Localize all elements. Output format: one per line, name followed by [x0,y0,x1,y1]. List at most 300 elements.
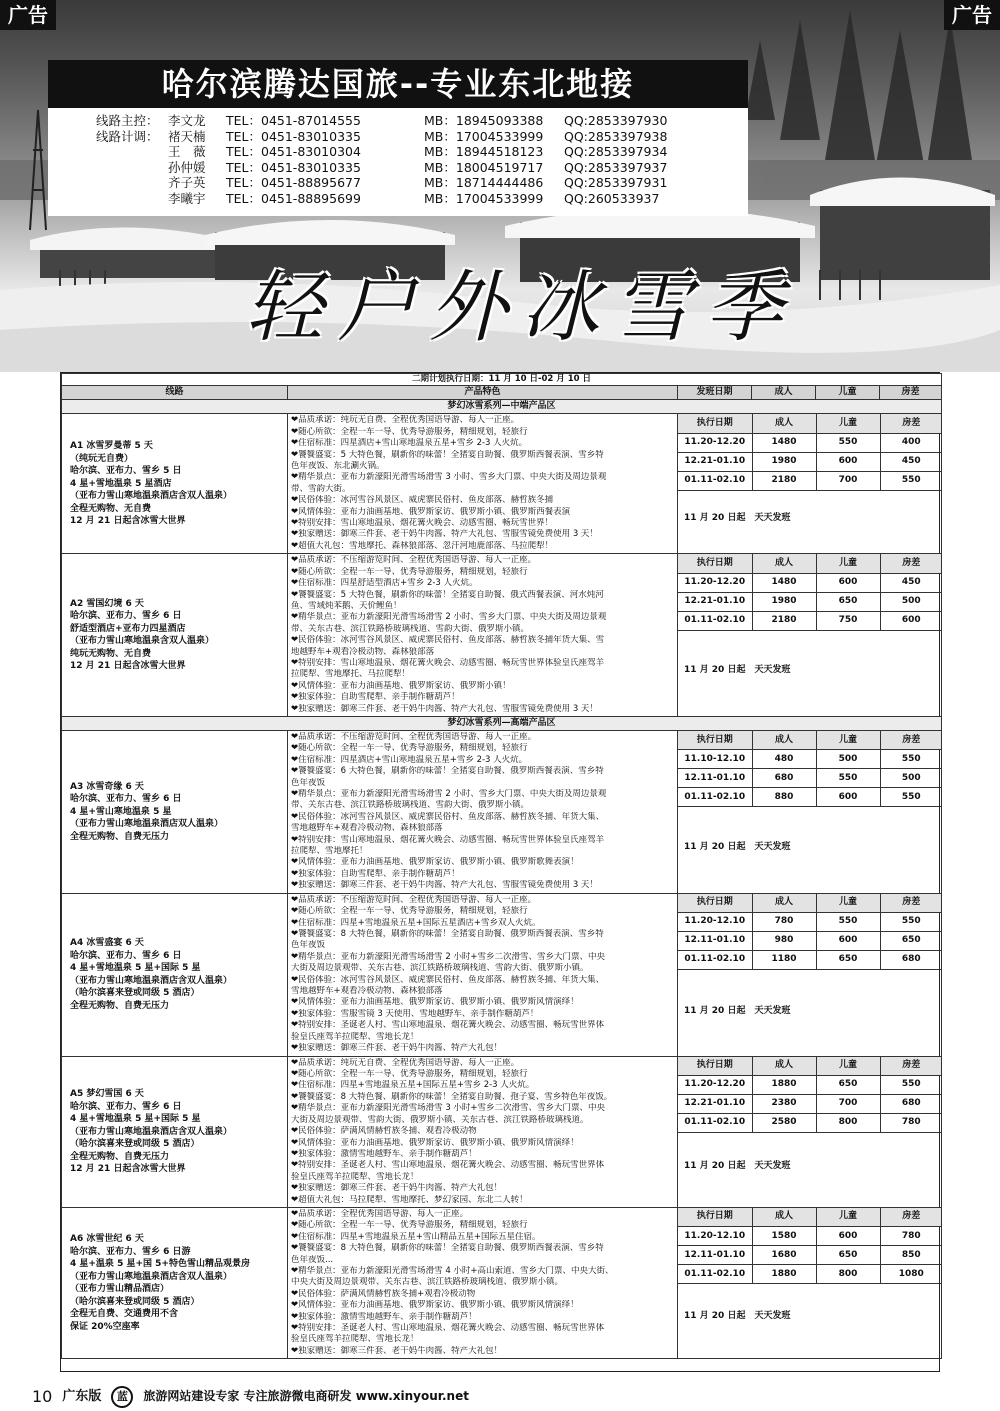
feature-line: ❤住宿标准：四星+雪地温泉五星+雪山精品五星+国际五星住宿。 [291,1231,541,1242]
feature-line: ❤饕餮盛宴：5 大特色餐，刷新你的味蕾！全猪宴自助餐、俄罗斯西餐表演、雪乡特 [291,449,604,460]
price-table [678,1208,942,1349]
price-child: 550 [816,433,880,452]
price-date: 12.11-01.10 [678,932,752,951]
price-table [678,554,942,710]
route-line: 纯玩无购物、无自费 [70,648,152,659]
feature-line: ❤饕餮盛宴：8 大特色餐、刷新你的味蕾！全猪宴自助餐、孢子宴、雪乡特色年夜饭。 [291,1091,613,1102]
price-header-room: 房差 [880,414,942,433]
slogan: 轻户外冰雪季 [245,263,798,353]
feature-line: ❤随心所欲：全程一车一导、优秀导游服务，精细规划，轻旅行 [291,426,528,437]
route-line: 4 星+雪地温泉 5 星+国际 5 星 [70,963,201,974]
price-header-adult: 成人 [752,1057,816,1076]
contact-row [96,144,748,160]
feature-line: 拉爬犁、雪地摩托！ [291,846,368,857]
route-line: （亚布力雪山寒地温泉酒店含双人温泉） [70,975,233,986]
feature-line: ❤品质承诺：不压缩游览时间、全程优秀国语导游、每人一正座。 [291,731,537,742]
contact-tel: TEL：0451-83010335 [226,159,361,175]
contact-qq: QQ:2853397934 [564,144,668,159]
ad-tag-left: 广告 [0,0,56,30]
price-header-date: 执行日期 [678,1057,752,1076]
price-date: 12.21-01.10 [678,592,752,611]
price-header-adult: 成人 [752,414,816,433]
column-header-date: 发班日期 [678,386,752,400]
feature-line: ❤特别安排：雪山寒地温泉、烟花篝火晚会、动感雪圈、畅玩雪世界体验皇氏座驾羊 [291,834,605,845]
contact-mb: MB：18714444486 [424,175,544,190]
price-header-child: 儿童 [816,1208,880,1227]
price-adult: 1480 [752,433,816,452]
features-cell [288,1056,678,1207]
feature-line: ❤风情体验：亚布力油画基地、俄罗斯家访、俄罗斯小镇、俄罗斯西餐表演 [291,506,571,517]
price-room: 780 [880,1114,942,1133]
price-header-child: 儿童 [816,894,880,913]
contact-mb: MB：18945093388 [424,113,544,128]
feature-line: ❤住宿标准：四星舒适型酒店+雪乡 2-3 人火炕。 [291,578,478,589]
feature-line: ❤品质承诺：纯玩无自费、全程优秀国语导游、每人一正座。 [291,415,520,426]
route-line: （哈尔滨喜来登或同级 5 酒店） [70,988,200,999]
route-line: （亚布力雪山精品酒店） [70,1284,170,1295]
route-line: （哈尔滨喜来登或同级 5 酒店） [70,1296,200,1307]
feature-line: ❤精华景点：亚布力新濠阳光滑雪场滑雪 4 小时+高山索道、雪乡大门票、中央大街、 [291,1265,614,1276]
price-header-adult: 成人 [752,554,816,573]
product-row [62,893,942,1056]
feature-line: 验皇氏座驾羊拉爬犁、雪地长龙！ [291,1171,419,1182]
feature-line: ❤民俗体验：萨满风情赫哲族冬捕+观看冷极动物 [291,1288,476,1299]
contact-role: 线路主控： [96,113,159,128]
feature-line: ❤住宿标准：四星+雪地温泉五星+国际五星+雪乡 2-3 人火炕。 [291,1080,535,1091]
contact-mb: MB：17004533999 [424,128,544,144]
contact-tel: TEL：0451-88895699 [226,190,361,206]
contact-role [96,144,168,160]
price-room: 550 [880,788,942,807]
price-date: 01.11-02.10 [678,611,752,630]
route-line: 12 月 21 日起含冰雪大世界 [70,661,186,672]
sponsor-logo: 蓝 [111,1386,133,1408]
feature-line: ❤民俗体验：萨满风情赫哲族冬捕、观看冷极动物 [291,1126,477,1137]
route-line: 4 星+温泉 5 星+国 5+特色雪山精品观景房 [70,1259,250,1270]
price-date: 01.11-02.10 [678,471,752,490]
route-line: （亚布力雪山寒地温泉酒店含双人温泉） [70,491,233,502]
contact-row [96,160,748,176]
route-line: 全程无购物、自费无压力 [70,831,170,842]
contact-qq: QQ:260533937 [564,190,660,206]
feature-line: ❤饕餮盛宴：6 大特色餐，刷新你的味蕾！全猪宴自助餐、俄罗斯西餐表演、雪乡特 [291,766,604,777]
contact-row [96,191,748,207]
feature-line: ❤独家赠送：御寒三件套、老干妈牛肉酱、特产大礼包、雪服雪镜免费使用 3 天！ [291,703,598,714]
price-date: 11.20-12.20 [678,573,752,592]
price-adult: 1980 [752,452,816,471]
departure-note: 11 月 20 日起 天天发班 [684,513,791,524]
contact-name: 孙仲媛 [168,159,206,175]
route-line: （纯玩无自费） [70,453,134,464]
feature-line: 地越野车+观看冷极动物、森林狼部落 [291,646,435,657]
feature-line: 验皇氏座驾羊拉爬犁、雪地长龙！ [291,1334,419,1345]
plan-period: 二期计划执行日期：11 月 10 日-02 月 10 日 [62,374,942,386]
price-adult: 1480 [752,573,816,592]
price-child: 600 [816,573,880,592]
price-adult: 2380 [752,1095,816,1114]
features-cell [288,1207,678,1358]
edition-label: 广东版 [62,1389,102,1404]
price-child: 800 [816,1265,880,1284]
route-line: 全程无购物、无自费 [70,503,152,514]
feature-line: ❤随心所欲：全程一车一导、优秀导游服务，精细规划，轻旅行 [291,743,528,754]
feature-line: 雪地越野车+观看冷极动物、森林狼部落 [291,823,443,834]
route-line: （哈尔滨喜来登或同级 5 酒店） [70,1139,200,1150]
price-header-room: 房差 [880,894,942,913]
route-line: 哈尔滨、亚布力、雪乡 6 日 [70,950,182,961]
feature-line: ❤品质承诺：纯玩无自费、全程优秀国语导游、每人一正座。 [291,1057,520,1068]
feature-line: ❤风情体验：亚布力油画基地、俄罗斯家访、俄罗斯小镇、俄罗斯风情演绎！ [291,997,579,1008]
feature-line: ❤饕餮盛宴：8 大特色餐，刷新你的味蕾！全猪宴自助餐、俄罗斯西餐表演、雪乡特 [291,929,604,940]
feature-line: ❤民俗体验：冰河雪谷风景区、威虎寨民俗村、鱼皮部落、赫哲族冬捕年货大集、雪 [291,635,605,646]
price-room: 550 [880,1076,942,1095]
feature-line: ❤住宿标准：四星酒店+雪山寒地温泉五星+雪乡 2-3 人火炕。 [291,438,528,449]
contact-name: 齐子英 [168,175,206,190]
feature-line: ❤饕餮盛宴：5 大特色餐，刷新你的味蕾！全猪宴自助餐、俄式西餐表演、河水炖河 [291,589,604,600]
departure-note: 11 月 20 日起 天天发班 [684,1005,791,1016]
contact-role [96,191,168,207]
column-header-adult: 成人 [752,386,816,400]
price-cell [678,1207,942,1358]
contact-name: 褚天楠 [168,128,206,144]
price-child: 650 [816,1246,880,1265]
product-row [62,554,942,717]
route-cell [62,730,288,893]
route-line: 哈尔滨、亚布力、雪乡 6 日 [70,611,182,622]
price-child: 550 [816,769,880,788]
column-header-room: 房差 [880,386,942,400]
agency-title: 哈尔滨腾达国旅--专业东北地接 [48,60,748,108]
feature-line: ❤独家体验：雪服雪镜 3 天使用、雪地越野车、亲手制作糖葫芦！ [291,1008,539,1019]
price-child: 650 [816,951,880,970]
price-adult: 1880 [752,1076,816,1095]
feature-line: ❤饕餮盛宴：8 大特色餐，刷新你的味蕾！全猪宴自助餐、俄罗斯西餐表演、雪乡特 [291,1243,604,1254]
feature-line: 带、关东古巷、滨江铁路桥玻璃栈道、雪韵大街、俄罗斯小镇。 [291,623,530,634]
feature-line: ❤民俗体验：冰河雪谷风景区、威虎寨民俗村、鱼皮部落、赫哲族冬捕、年货大集、 [291,811,605,822]
price-table [678,894,942,1053]
route-cell [62,554,288,717]
price-header-child: 儿童 [816,554,880,573]
price-cell [678,414,942,554]
feature-line: ❤精华景点：亚布力新濠阳光滑雪场滑雪 2 小时、雪乡大门票、中央大街及周边景观 [291,789,607,799]
route-cell [62,893,288,1056]
price-date: 12.21-01.10 [678,1095,752,1114]
route-line: 哈尔滨、亚布力、雪乡 6 日 [70,794,182,805]
price-cell [678,554,942,717]
feature-line: ❤风情体验：亚布力油画基地、俄罗斯家访、俄罗斯小镇！ [291,680,511,691]
price-date: 11.20-12.20 [678,433,752,452]
price-room: 550 [880,471,942,490]
route-line: A5 梦幻雪国 6 天 [70,1089,144,1100]
price-table [678,731,942,887]
price-table [678,414,942,547]
price-date: 01.11-02.10 [678,951,752,970]
product-table [60,372,940,1372]
price-child: 750 [816,611,880,630]
feature-line: ❤住宿标准：四星+雪地温泉五星+国际五星酒店+雪乡双人火炕。 [291,917,541,928]
feature-line: ❤精华景点：亚布力新濠阳光滑雪场滑雪 2 小时+雪乡二次滑雪、雪乡大门票、中央 [291,951,606,962]
price-child: 800 [816,1114,880,1133]
column-header-feature: 产品特色 [288,386,678,400]
feature-line: ❤随心所欲：全程一车一导、优秀导游服务，精细规划，轻旅行 [291,906,528,917]
price-child: 500 [816,750,880,769]
contact-qq: QQ:2853397937 [564,159,668,175]
feature-line: ❤品质承诺：不压缩游览时间、全程优秀国语导游、每人一正座。 [291,894,537,905]
price-adult: 2580 [752,1114,816,1133]
feature-line: ❤独家赠送：御寒三件套、老干妈牛肉酱、特产大礼包！ [291,1345,503,1356]
price-header-child: 儿童 [816,414,880,433]
feature-line: 色年夜饭、东北涮火锅。 [291,461,385,472]
price-header-child: 儿童 [816,731,880,750]
price-date: 12.11-01.10 [678,1246,752,1265]
price-child: 600 [816,452,880,471]
price-room: 850 [880,1246,942,1265]
contact-qq: QQ:2853397938 [564,128,668,144]
feature-line: ❤特别安排：雪山寒地温泉、烟花篝火晚会、动感雪圈、畅玩雪世界体验皇氏座驾羊 [291,657,605,668]
contact-row [96,129,748,145]
price-header-date: 执行日期 [678,554,752,573]
contact-tel: TEL：0451-83010304 [226,144,361,159]
contact-tel: TEL：0451-88895677 [226,175,361,190]
price-header-date: 执行日期 [678,414,752,433]
feature-line: ❤超值大礼包：雪地摩托、森林狼部落、忽汗河地鹿部落、马拉爬犁！ [291,540,554,551]
price-room: 1080 [880,1265,942,1284]
price-child: 650 [816,592,880,611]
route-line: 12 月 21 日起含冰雪大世界 [70,1164,186,1175]
price-date: 12.11-01.10 [678,769,752,788]
price-adult: 780 [752,913,816,932]
contact-tel: TEL：0451-83010335 [226,128,361,144]
price-room: 650 [880,932,942,951]
route-line: 全程无自费、交通费用不含 [70,1309,179,1320]
feature-line: ❤风情体验：亚布力油画基地、俄罗斯家访、俄罗斯小镇、俄罗斯歌舞表演！ [291,857,579,868]
price-adult: 680 [752,769,816,788]
price-room: 550 [880,913,942,932]
route-cell [62,1056,288,1207]
feature-line: ❤民俗体验：冰河雪谷风景区、威虎寨民俗村、鱼皮部落、赫哲族冬捕 [291,495,554,506]
route-line: A2 雪国幻境 6 天 [70,598,144,609]
price-date: 01.11-02.10 [678,788,752,807]
feature-line: 色年夜饭 [291,940,326,951]
feature-line: ❤独家体验：激情雪地越野车、亲手制作糖葫芦！ [291,1148,477,1159]
features-cell [288,893,678,1056]
price-header-date: 执行日期 [678,1208,752,1227]
features-cell [288,554,678,717]
price-adult: 2180 [752,471,816,490]
contact-row [96,175,748,191]
feature-line: ❤特别安排：圣诞老人村、雪山寒地温泉、烟花篝火晚会、动感雪圈、畅玩雪世界体 [291,1323,605,1333]
route-line: 哈尔滨、亚布力、雪乡 6 日游 [70,1246,191,1257]
contact-mb: MB：18004519717 [424,159,544,175]
price-child: 700 [816,1095,880,1114]
price-date: 01.11-02.10 [678,1265,752,1284]
price-date: 01.11-02.10 [678,1114,752,1133]
feature-line: ❤独家赠送：御寒三件套、老干妈牛肉酱、特产大礼包！ [291,1183,503,1194]
feature-line: ❤精华景点：亚布力新濠阳光滑雪场滑雪 3 小时+雪乡二次滑雪、雪乡大门票、中央 [291,1103,606,1114]
feature-line: ❤特别安排：雪山寒地温泉、烟花篝火晚会、动感雪圈、畅玩雪世界！ [291,518,554,529]
price-adult: 480 [752,750,816,769]
column-header-route: 线路 [62,386,288,400]
contact-role: 线路计调： [96,128,159,144]
feature-line: 色年夜饭 [291,777,326,788]
price-date: 11.20-12.20 [678,1076,752,1095]
route-line: A3 冰雪奇缘 6 天 [70,781,144,792]
price-header-adult: 成人 [752,894,816,913]
feature-line: ❤独家赠送：御寒三件套、老干妈牛肉酱、特产大礼包、雪服雪镜免费使用 3 天！ [291,880,598,891]
price-room: 500 [880,769,942,788]
route-line: 4 星+雪山寒地温泉 5 星 [70,806,172,817]
feature-line: ❤随心所欲：全程一车一导、优秀导游服务，精细规划，轻旅行 [291,1220,528,1231]
feature-line: ❤超值大礼包：马拉爬犁、雪地摩托、梦幻家园、东北二人转！ [291,1194,528,1205]
route-line: （亚布力雪山寒地温泉含双人温泉） [70,636,215,647]
price-room: 680 [880,1095,942,1114]
price-child: 650 [816,1076,880,1095]
product-row [62,1056,942,1207]
price-header-adult: 成人 [752,1208,816,1227]
price-room: 780 [880,1227,942,1246]
feature-line: 中央大街及周边景观带、关东古巷、滨江铁路桥玻璃栈道、俄罗斯小镇。 [291,1277,564,1288]
departure-note: 11 月 20 日起 天天发班 [684,664,791,675]
price-header-room: 房差 [880,731,942,750]
route-line: A1 冰雪罗曼蒂 5 天 [70,441,153,452]
feature-line: ❤随心所欲：全程一车一导、优秀导游服务，精细规划，轻旅行 [291,566,528,577]
route-line: （亚布力雪山寒地温泉酒店含双人温泉） [70,1126,233,1137]
route-line: 哈尔滨、亚布力、雪乡 6 日 [70,1101,182,1112]
hero-banner [0,0,1000,372]
feature-line: 色年夜饭... [291,1254,334,1265]
feature-line: ❤风情体验：亚布力油画基地、俄罗斯家访、俄罗斯小镇、俄罗斯风情演绎！ [291,1300,579,1311]
contact-role [96,175,168,191]
feature-line: ❤精华景点：亚布力新濠阳光滑雪场滑雪 2 小时、雪乡大门票、中央大街及周边景观 [291,612,607,623]
departure-note: 11 月 20 日起 天天发班 [684,1310,791,1321]
price-header-date: 执行日期 [678,894,752,913]
price-header-adult: 成人 [752,731,816,750]
route-line: （亚布力雪山寒地温泉酒店双人温泉） [70,819,224,830]
price-child: 600 [816,932,880,951]
feature-line: 大街及周边景观带、关东古巷、滨江铁路桥玻璃栈道、雪韵大街、俄罗斯小镇。 [291,963,589,974]
feature-line: ❤特别安排：圣诞老人村、雪山寒地温泉、烟花篝火晚会、动感雪圈、畅玩雪世界体 [291,1160,605,1171]
price-room: 680 [880,951,942,970]
price-adult: 880 [752,788,816,807]
feature-line: ❤独家体验：自助雪爬犁、亲手制作糖葫芦！ [291,868,460,879]
contact-mb: MB：17004533999 [424,190,544,206]
route-line: 保证 20%空座率 [70,1321,140,1332]
price-date: 11.10-12.10 [678,750,752,769]
feature-line: 雪地越野车+观看冷极动物、森林狼部落 [291,986,443,997]
page-footer [0,1382,1000,1411]
contact-name: 李文龙 [168,113,206,128]
price-date: 12.21-01.10 [678,452,752,471]
feature-line: ❤独家体验：自助雪爬犁、亲手制作糖葫芦！ [291,692,460,703]
feature-line: 带、雪韵大街。 [291,483,351,494]
series-header: 梦幻冰雪系列—中端产品区 [62,400,942,414]
feature-line: ❤民俗体验：冰河雪谷风景区、威虎寨民俗村、鱼皮部落、赫哲族冬捕、年货大集、 [291,974,605,985]
price-room: 600 [880,611,942,630]
contact-qq: QQ:2853397931 [564,175,668,190]
product-row [62,730,942,893]
feature-line: 带、关东古巷、滨江铁路桥玻璃栈道、雪韵大街、俄罗斯小镇。 [291,800,530,811]
price-adult: 1980 [752,592,816,611]
route-line: 12 月 21 日起含冰雪大世界 [70,516,186,527]
feature-line: ❤住宿标准：四星酒店+雪山寒地温泉五星+雪乡 2-3 人火炕。 [291,754,528,765]
contact-row [96,113,748,129]
footer-ad-text: 旅游网站建设专家 专注旅游微电商研发 www.xinyour.net [143,1389,469,1403]
price-header-room: 房差 [880,1057,942,1076]
route-line: 全程无购物、自费无压力 [70,1151,170,1162]
route-line: A6 冰雪世纪 6 天 [70,1234,144,1245]
product-row [62,1207,942,1358]
feature-line: 鱼、雪域炖苯鹅、天价鲤鱼！ [291,600,402,611]
price-child: 600 [816,1227,880,1246]
feature-line: ❤随心所欲：全程一车一导、优秀导游服务，精细规划，轻旅行 [291,1069,528,1080]
contact-qq: QQ:2853397930 [564,113,668,128]
price-cell [678,730,942,893]
price-header-date: 执行日期 [678,731,752,750]
price-adult: 2180 [752,611,816,630]
route-cell [62,414,288,554]
features-cell [288,414,678,554]
contact-list [48,108,748,216]
price-child: 550 [816,913,880,932]
price-header-room: 房差 [880,1208,942,1227]
contact-name: 李曦宇 [168,190,206,206]
price-room: 400 [880,433,942,452]
price-cell [678,893,942,1056]
page-number: 10 [32,1387,53,1406]
price-adult: 1880 [752,1265,816,1284]
features-cell [288,730,678,893]
route-line: 4 星+雪地温泉 5 星酒店 [70,478,172,489]
price-adult: 1580 [752,1227,816,1246]
route-line: 舒适型酒店+亚布力四星酒店 [70,623,186,634]
departure-note: 11 月 20 日起 天天发班 [684,841,791,852]
price-header-child: 儿童 [816,1057,880,1076]
price-adult: 1680 [752,1246,816,1265]
feature-line: ❤特别安排：圣诞老人村、雪山寒地温泉、烟花篝火晚会、动感雪圈、畅玩雪世界体 [291,1020,605,1031]
feature-line: ❤品质承诺：不压缩游览时间、全程优秀国语导游、每人一正座。 [291,555,537,566]
series-header: 梦幻冰雪系列—高端产品区 [62,716,942,730]
feature-line: ❤风情体验：亚布力油画基地、俄罗斯家访、俄罗斯小镇、俄罗斯风情演绎！ [291,1137,579,1148]
price-adult: 1180 [752,951,816,970]
route-line: 全程无购物、自费无压力 [70,1000,170,1011]
product-row [62,414,942,554]
feature-line: ❤独家体验：激情雪地越野车、亲手制作糖葫芦！ [291,1311,477,1322]
contact-name: 王 薇 [168,144,206,159]
price-table [678,1057,942,1201]
feature-line: 拉爬犁、雪地摩托、马拉爬犁！ [291,669,411,680]
price-child: 700 [816,471,880,490]
feature-line: ❤品质承诺：全程优秀国语导游、每人一正座。 [291,1208,469,1219]
price-child: 600 [816,788,880,807]
feature-line: 验皇氏座驾羊拉爬犁、雪地长龙！ [291,1031,419,1042]
price-room: 500 [880,592,942,611]
price-cell [678,1056,942,1207]
departure-note: 11 月 20 日起 天天发班 [684,1161,791,1172]
feature-line: ❤独家赠送：御寒三件套、老干妈牛肉酱、特产大礼包！ [291,1043,503,1054]
price-adult: 980 [752,932,816,951]
route-line: A4 冰雪盛宴 6 天 [70,938,144,949]
contact-role [96,160,168,176]
feature-line: 大街及周边景观带、雪韵大街、俄罗斯小镇、关东古巷、滨江铁路桥玻璃栈道。 [291,1114,589,1125]
price-date: 11.20-12.10 [678,913,752,932]
column-header-child: 儿童 [816,386,880,400]
route-line: （亚布力雪山寒地温泉酒店含双人温泉） [70,1271,233,1282]
route-line: 哈尔滨、亚布力、雪乡 5 日 [70,466,182,477]
route-cell [62,1207,288,1358]
contact-mb: MB：18944518123 [424,144,544,159]
price-room: 450 [880,452,942,471]
price-date: 11.20-12.10 [678,1227,752,1246]
